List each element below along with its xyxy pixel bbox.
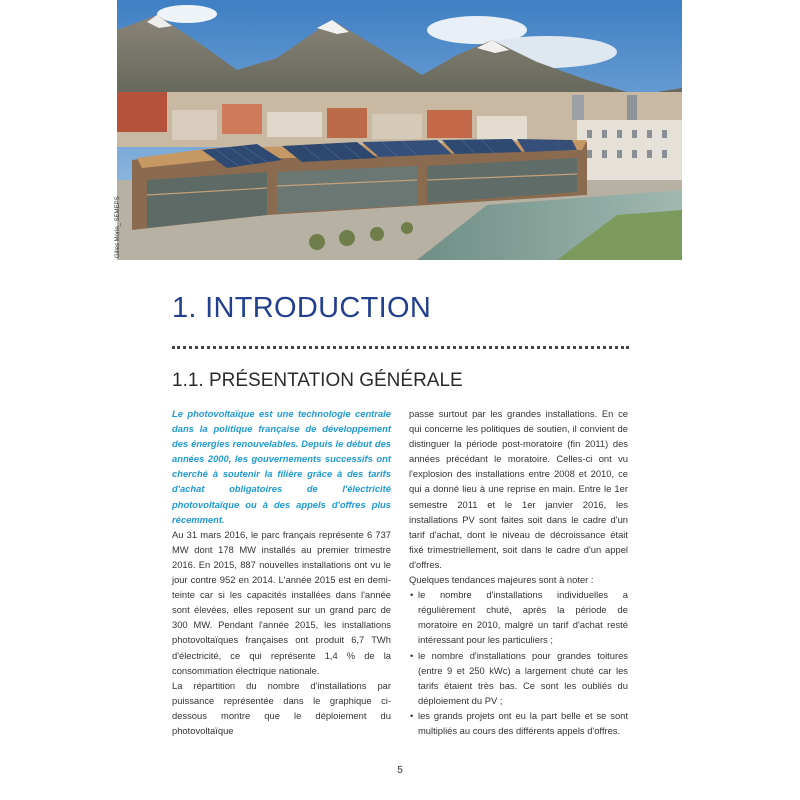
list-item: • le nombre d'installations pour grandes toitures (entre 9 et 250 kWc) a largement chuté car les tarifs étaient très bas. Ce sont les oubliés du déploiement du PV ; [409, 648, 628, 708]
section-title: 1.1. PRÉSENTATION GÉNÉRALE [172, 370, 463, 391]
page-number: 5 [397, 765, 403, 776]
chapter-title: 1. INTRODUCTION [172, 292, 432, 324]
dotted-divider [172, 346, 629, 349]
left-column [172, 406, 391, 738]
list-item: • le nombre d'installations individuelles a régulièrement chuté, après la période de moratoire en 2010, malgré un tarif d'achat resté intéressant pour les particuliers ; [409, 587, 628, 647]
body-paragraph-2: La répartition du nombre d'installations par puissance représentée dans le graphique ci-dessous montre que le déploiement du photovoltaïque [172, 679, 391, 736]
list-item: • les grands projets ont eu la part belle et se sont multipliés au cours des différents appels d'offres. [409, 708, 628, 738]
lead-paragraph: Le photovoltaïque est une technologie centrale dans la politique française de développement des énergies renouvelables. Depuis le début des années 2000, les gouvernements successifs ont cherché à soutenir la filière grâce à des tarifs d'achat obligatoires de l'électricité photovoltaïque ou à des appels d'offres plus récemment. [172, 408, 391, 525]
body-paragraph-3: passe surtout par les grandes installations. En ce qui concerne les politiques de soutien, il convient de distinguer la période post-moratoire (fin 2011) des années précédant le moratoire. Celles-ci ont vu l'explosion des installations entre 2008 et 2010, ce qui a donné lieu à une reprise en main. Entre le 1er semestre 2011 et le 1er janvier 2016, les installations PV sont faites soit dans le cadre d'un tarif d'achat, dont le niveau de décroissance était fixé trimestriellement, soit dans le cadre d'un appel d'offres. [409, 408, 628, 570]
body-paragraph-1: Au 31 mars 2016, le parc français représente 6 737 MW dont 178 MW installés au premier trimestre 2016. En 2015, 887 nouvelles installations ont vu le jour contre 952 en 2014. L'année 2015 est en demi-teinte car si les capacités installées dans l'année sont élevées, elles reposent sur un grand parc de 300 MW. Pendant l'année 2015, les installations photovoltaïques françaises ont produit 6,7 TWh d'électricité, ce qui représente 1,4 % de la consommation électrique nationale. [172, 528, 391, 676]
trends-list [409, 587, 628, 738]
trends-intro: Quelques tendances majeures sont à noter : [409, 574, 594, 586]
photo-credit: Gilles Morin_ SEMEPS [115, 196, 121, 258]
solar-building-illustration [117, 0, 682, 260]
right-column [409, 406, 628, 738]
hero-photo [117, 0, 682, 260]
